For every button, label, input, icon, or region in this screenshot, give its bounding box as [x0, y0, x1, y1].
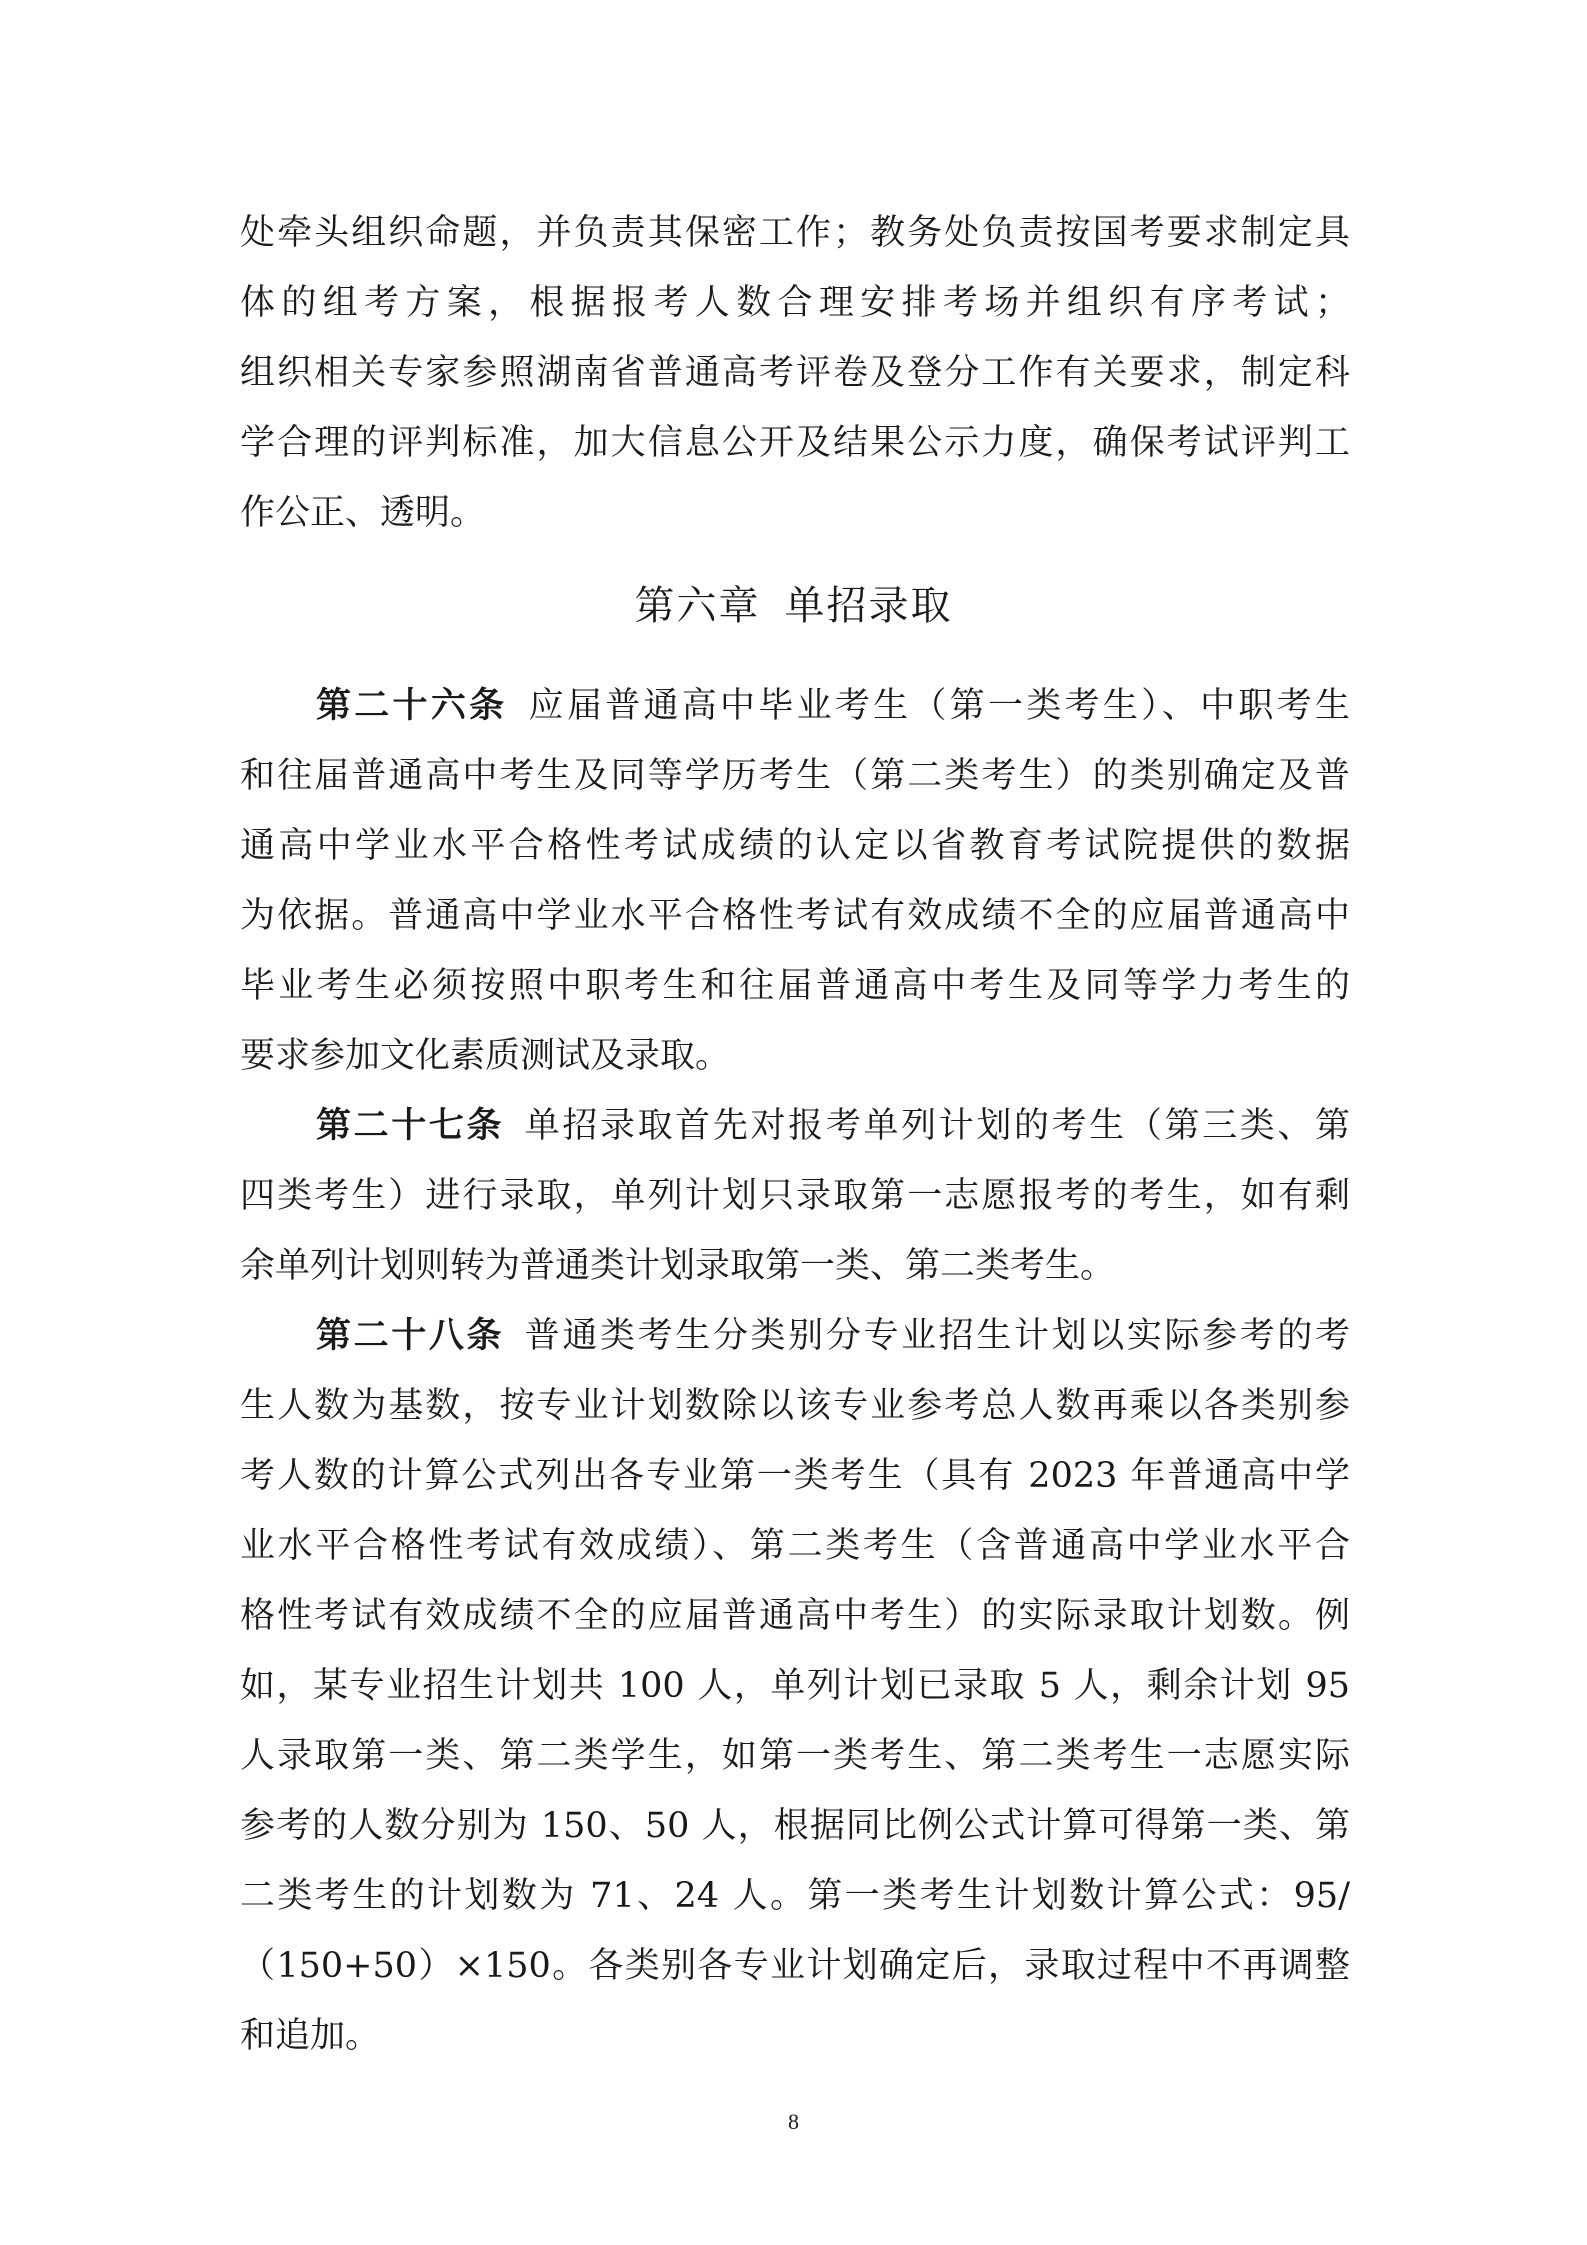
- article26-line-4: 为依据。普通高中学业水平合格性考试有效成绩不全的应届普通高中: [240, 896, 1350, 936]
- chapter-heading: [0, 580, 1587, 632]
- article28-line-11: 和追加。: [240, 2016, 381, 2056]
- page-number: 8: [788, 2109, 799, 2134]
- article26-line-1: [316, 683, 1350, 729]
- article28-line-10: （150+50）×150。各类别各专业计划确定后，录取过程中不再调整: [240, 1946, 1350, 1986]
- article27-text-1: 单招录取首先对报考单列计划的考生（第三类、第: [522, 1106, 1350, 1146]
- intro-line-1: 处牵头组织命题，并负责其保密工作；教务处负责按国考要求制定具: [240, 213, 1350, 253]
- article26-line-3: 通高中学业水平合格性考试成绩的认定以省教育考试院提供的数据: [240, 826, 1350, 866]
- article27-line-1: [316, 1103, 1350, 1149]
- article28-line-4: 业水平合格性考试有效成绩）、第二类考生（含普通高中学业水平合: [240, 1526, 1350, 1566]
- article28-line-5: 格性考试有效成绩不全的应届普通高中考生）的实际录取计划数。例: [240, 1596, 1350, 1636]
- chapter-number: 第六章: [634, 583, 761, 629]
- intro-line-2: 体的组考方案，根据报考人数合理安排考场并组织有序考试；: [240, 283, 1350, 323]
- article28-line-3: 考人数的计算公式列出各专业第一类考生（具有 2023 年普通高中学: [240, 1456, 1350, 1496]
- intro-line-4: 学合理的评判标准，加大信息公开及结果公示力度，确保考试评判工: [240, 423, 1350, 463]
- intro-line-5: 作公正、透明。: [240, 493, 486, 533]
- article28-line-8: 参考的人数分别为 150、50 人，根据同比例公式计算可得第一类、第: [240, 1806, 1350, 1846]
- article28-line-2: 生人数为基数，按专业计划数除以该专业参考总人数再乘以各类别参: [240, 1386, 1350, 1426]
- article28-line-9: 二类考生的计划数为 71、24 人。第一类考生计划数计算公式：95/: [240, 1876, 1350, 1916]
- article28-label: 第二十八条: [316, 1316, 505, 1356]
- chapter-title: 单招录取: [784, 583, 953, 629]
- article26-text-1: 应届普通高中毕业考生（第一类考生）、中职考生: [525, 686, 1350, 726]
- article26-line-6: 要求参加文化素质测试及录取。: [240, 1036, 731, 1076]
- article27-label: 第二十七条: [316, 1106, 505, 1146]
- article26-label: 第二十六条: [316, 686, 508, 726]
- article27-line-2: 四类考生）进行录取，单列计划只录取第一志愿报考的考生，如有剩: [240, 1176, 1350, 1216]
- article28-line-7: 人录取第一类、第二类学生，如第一类考生、第二类考生一志愿实际: [240, 1736, 1350, 1776]
- article26-line-2: 和往届普通高中考生及同等学历考生（第二类考生）的类别确定及普: [240, 756, 1350, 796]
- article28-line-1: [316, 1313, 1350, 1359]
- article28-text-1: 普通类考生分类别分专业招生计划以实际参考的考: [522, 1316, 1350, 1356]
- article27-line-3: 余单列计划则转为普通类计划录取第一类、第二类考生。: [240, 1246, 1116, 1286]
- article28-line-6: 如，某专业招生计划共 100 人，单列计划已录取 5 人，剩余计划 95: [240, 1666, 1350, 1706]
- article26-line-5: 毕业考生必须按照中职考生和往届普通高中考生及同等学力考生的: [240, 966, 1350, 1006]
- intro-line-3: 组织相关专家参照湖南省普通高考评卷及登分工作有关要求，制定科: [240, 353, 1350, 393]
